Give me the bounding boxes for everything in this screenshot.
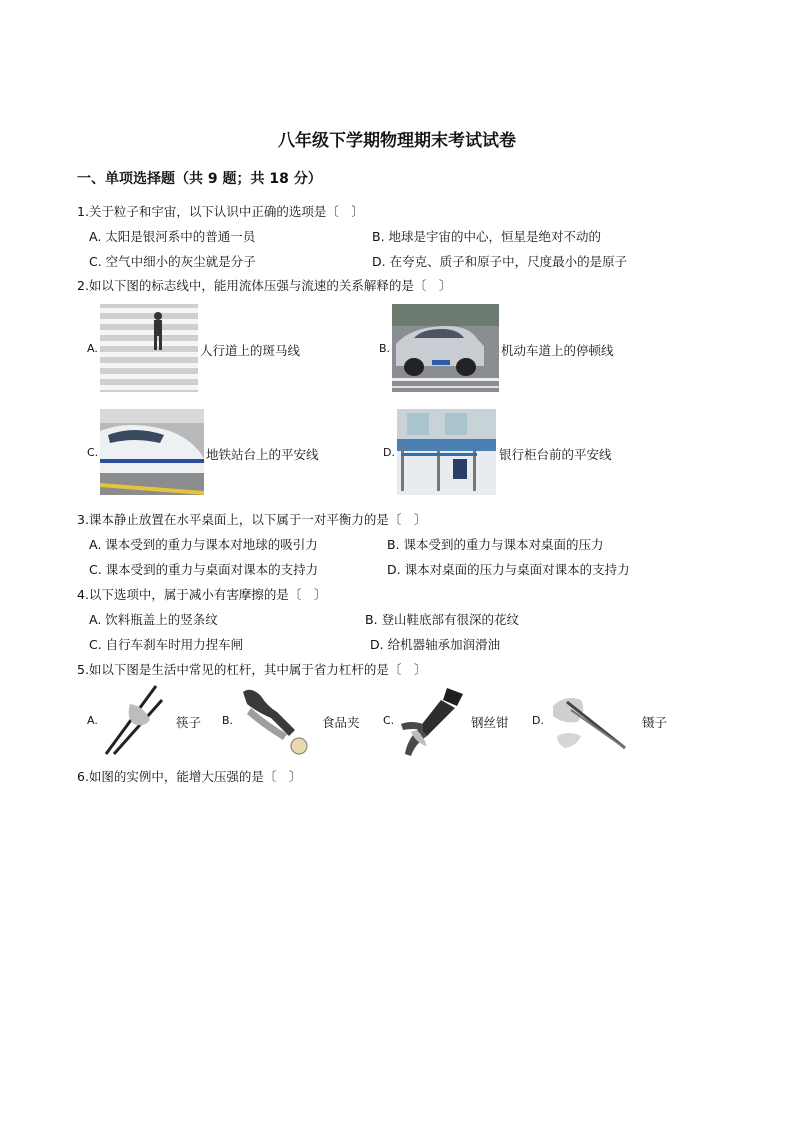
stop-line-car-image bbox=[392, 304, 499, 392]
question-2-option-a-text: 人行道上的斑马线 bbox=[200, 343, 301, 358]
question-5-option-a-text: 筷子 bbox=[176, 715, 202, 730]
question-2-option-b-letter: B. bbox=[379, 342, 391, 355]
question-5-option-d-letter: D. bbox=[532, 714, 544, 727]
question-5-option-c-text: 钢丝钳 bbox=[471, 715, 509, 730]
question-2-option-c-text: 地铁站台上的平安线 bbox=[206, 447, 319, 462]
question-4-option-c: C. 自行车刹车时用力捏车闸 bbox=[89, 637, 244, 652]
question-4-option-b: B. 登山鞋底部有很深的花纹 bbox=[365, 612, 520, 627]
food-tongs-image bbox=[237, 686, 317, 756]
zebra-crossing-image bbox=[100, 304, 198, 392]
wire-pliers-image bbox=[397, 684, 469, 758]
question-2-option-c-letter: C. bbox=[87, 446, 99, 459]
question-3-option-a: A. 课本受到的重力与课本对地球的吸引力 bbox=[89, 537, 318, 552]
question-1-option-b: B. 地球是宇宙的中心，恒星是绝对不动的 bbox=[372, 229, 602, 244]
question-4-option-a: A. 饮料瓶盖上的竖条纹 bbox=[89, 612, 218, 627]
question-3-option-d: D. 课本对桌面的压力与桌面对课本的支持力 bbox=[387, 562, 630, 577]
question-1-option-d: D. 在夸克、质子和原子中，尺度最小的是原子 bbox=[372, 254, 628, 269]
question-5-option-b-text: 食品夹 bbox=[322, 715, 360, 730]
question-3-stem: 3.课本静止放置在水平桌面上，以下属于一对平衡力的是〔 〕 bbox=[77, 512, 427, 527]
question-1-option-a: A. 太阳是银河系中的普通一员 bbox=[89, 229, 256, 244]
question-2-option-b-text: 机动车道上的停顿线 bbox=[501, 343, 614, 358]
question-5-option-c-letter: C. bbox=[383, 714, 395, 727]
tweezers-image bbox=[547, 686, 639, 756]
question-5-option-d-text: 镊子 bbox=[642, 715, 668, 730]
subway-platform-image bbox=[100, 409, 204, 495]
chopsticks-image bbox=[100, 684, 164, 756]
question-1-option-c: C. 空气中细小的灰尘就是分子 bbox=[89, 254, 256, 269]
question-3-option-c: C. 课本受到的重力与桌面对课本的支持力 bbox=[89, 562, 319, 577]
question-1-stem: 1.关于粒子和宇宙，以下认识中正确的选项是〔 〕 bbox=[77, 204, 364, 219]
question-5-option-a-letter: A. bbox=[87, 714, 98, 727]
bank-counter-image bbox=[397, 409, 496, 495]
question-2-option-a-letter: A. bbox=[87, 342, 98, 355]
question-5-option-b-letter: B. bbox=[222, 714, 234, 727]
question-2-option-d-letter: D. bbox=[383, 446, 395, 459]
question-4-stem: 4.以下选项中，属于减小有害摩擦的是〔 〕 bbox=[77, 587, 327, 602]
question-2-stem: 2.如以下图的标志线中，能用流体压强与流速的关系解释的是〔 〕 bbox=[77, 278, 452, 293]
page-title: 八年级下学期物理期末考试试卷 bbox=[278, 131, 516, 151]
question-5-stem: 5.如以下图是生活中常见的杠杆，其中属于省力杠杆的是〔 〕 bbox=[77, 662, 427, 677]
question-2-option-d-text: 银行柜台前的平安线 bbox=[499, 447, 612, 462]
question-3-option-b: B. 课本受到的重力与课本对桌面的压力 bbox=[387, 537, 604, 552]
question-4-option-d: D. 给机器轴承加润滑油 bbox=[370, 637, 501, 652]
section-heading: 一、单项选择题（共 9 题；共 18 分） bbox=[77, 171, 322, 187]
question-6-stem: 6.如图的实例中，能增大压强的是〔 〕 bbox=[77, 769, 302, 784]
